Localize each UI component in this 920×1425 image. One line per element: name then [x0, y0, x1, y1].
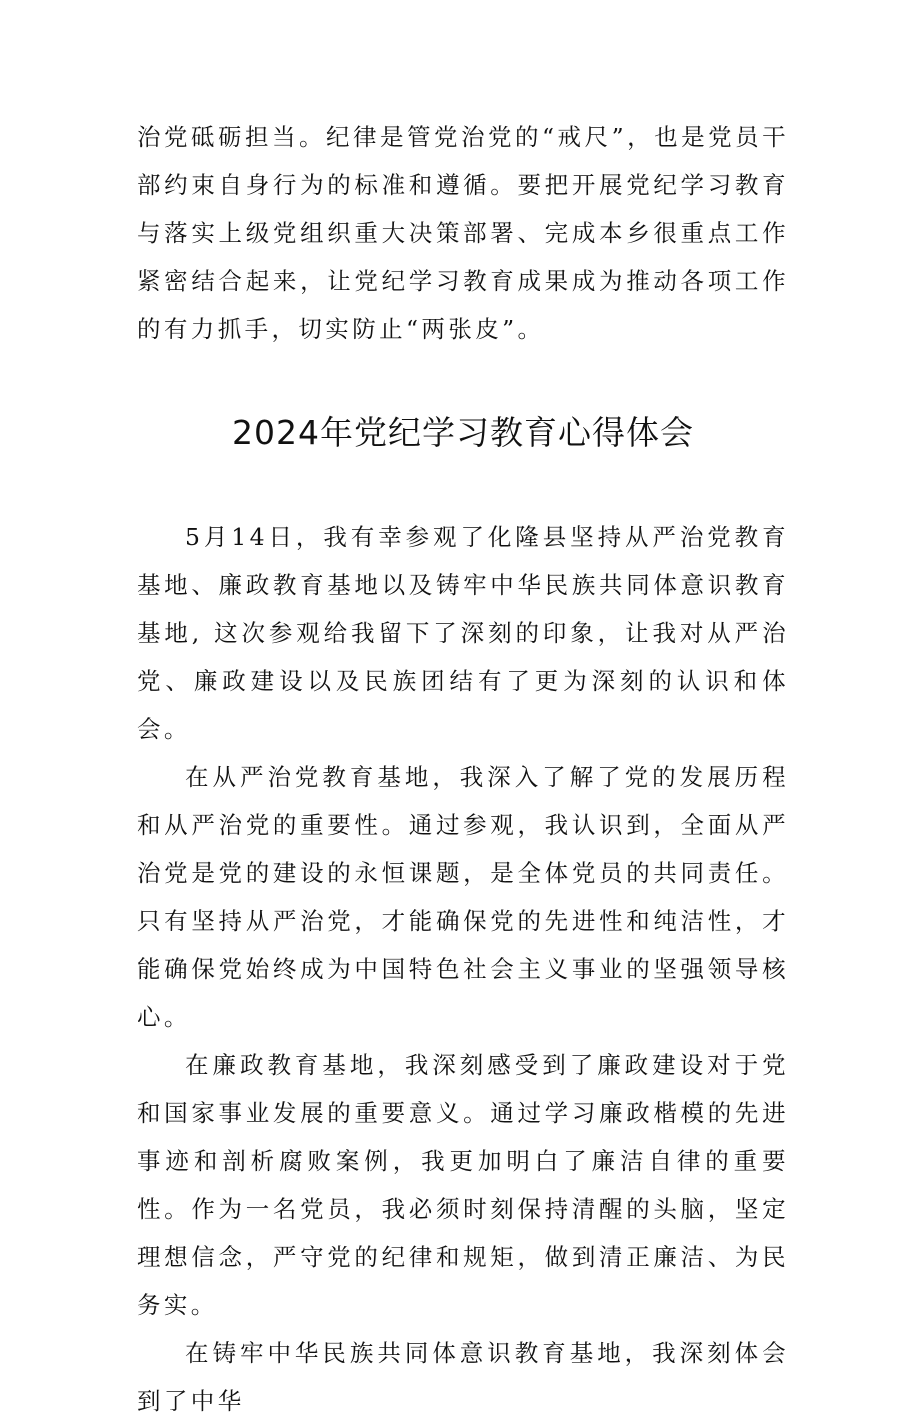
document-title: 2024年党纪学习教育心得体会: [232, 413, 694, 452]
body-paragraph-2: 在从严治党教育基地，我深入了解了党的发展历程和从严治党的重要性。通过参观，我认识到，全面从严治党是党的建设的永恒课题，是全体党员的共同责任。只有坚持从严治党，才能确保党的先进性和纯洁性，才能确保党始终成为中国特色社会主义事业的坚强领导核心。: [137, 763, 789, 1031]
body-paragraph-3: 在廉政教育基地，我深刻感受到了廉政建设对于党和国家事业发展的重要意义。通过学习廉政楷模的先进事迹和剖析腐败案例，我更加明白了廉洁自律的重要性。作为一名党员，我必须时刻保持清醒的头脑，坚定理想信念，严守党的纪律和规矩，做到清正廉洁、为民务实。: [137, 1051, 789, 1319]
body-paragraph-4: 在铸牢中华民族共同体意识教育基地，我深刻体会到了中华: [137, 1339, 789, 1415]
continuation-paragraph: 治党砥砺担当。纪律是管党治党的“戒尺”，也是党员干部约束自身行为的标准和遵循。要把开展党纪学习教育与落实上级党组织重大决策部署、完成本乡很重点工作紧密结合起来，让党纪学习教育成果成为推动各项工作的有力抓手，切实防止“两张皮”。: [137, 123, 789, 343]
body-paragraph-1: 5月14日，我有幸参观了化隆县坚持从严治党教育基地、廉政教育基地以及铸牢中华民族共同体意识教育基地, 这次参观给我留下了深刻的印象，让我对从严治党、廉政建设以及民族团结有了更为深刻的认识和体会。: [137, 523, 789, 743]
document-body: [137, 113, 789, 1425]
